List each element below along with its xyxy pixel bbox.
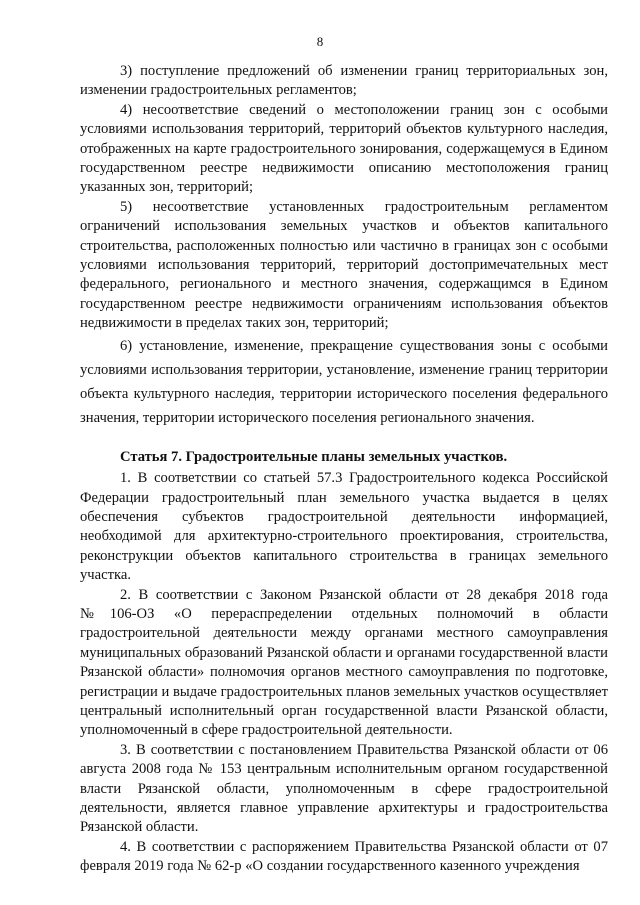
- article-paragraph-3: 3. В соответствии с постановлением Правительства Рязанской области от 06 августа 2008 года № 153 центральным исполнительным органом государственной власти Рязанской области, уполномоченным в сфере градостроительной деятельности, является главное управление архитектуры и градостроительства Рязанской области.: [80, 741, 608, 836]
- document-body: [80, 62, 608, 877]
- page-number: 8: [316, 34, 324, 49]
- paragraph-item-6: 6) установление, изменение, прекращение существования зоны с особыми условиями использования территории, установление, изменение границ территории объекта культурного наследия, территории исторического поселения федерального значения, территории исторического поселения регионального значения.: [80, 337, 608, 426]
- paragraph-item-3: 3) поступление предложений об изменении границ территориальных зон, изменении градостроительных регламентов;: [80, 63, 608, 99]
- article-heading: Статья 7. Градостроительные планы земельных участков.: [120, 448, 508, 465]
- paragraph-item-5: 5) несоответствие установленных градостроительным регламентом ограничений использования земельных участков и объектов капитального строительства, расположенных полностью или частично в границах зон с особыми условиями использования территорий, территорий достопримечательных мест федерального, регионального и местного значения, содержащимся в Едином государственном реестре недвижимости ограничениям использования объектов недвижимости в пределах таких зон, территорий;: [80, 198, 608, 332]
- paragraph-item-4: 4) несоответствие сведений о местоположении границ зон с особыми условиями использования территорий, территорий объектов культурного наследия, отображенных на карте градостроительного зонирования, содержащемуся в Едином государственном реестре недвижимости описанию местоположения границ указанных зон, территорий;: [80, 101, 608, 196]
- article-paragraph-2: 2. В соответствии с Законом Рязанской области от 28 декабря 2018 года №106-ОЗ «О перераспределении отдельных полномочий в области градостроительной деятельности между органами местного самоуправления муниципальных образований Рязанской области и органами государственной власти Рязанской области» полномочия органов местного самоуправления по подготовке, регистрации и выдаче градостроительных планов земельных участков осуществляет центральный исполнительный орган государственной власти Рязанской области, уполномоченный в сфере градостроительной деятельности.: [80, 586, 608, 739]
- article-paragraph-4: 4. В соответствии с распоряжением Правительства Рязанской области от 07 февраля 2019 года № 62-р «О создании государственного казенного учреждения: [80, 838, 608, 875]
- article-paragraph-1: 1. В соответствии со статьей 57.3 Градостроительного кодекса Российской Федерации градостроительный план земельного участка выдается в целях обеспечения субъектов градостроительной деятельности информацией, необходимой для архитектурно-строительного проектирования, строительства, реконструкции объектов капитального строительства в границах земельного участка.: [80, 470, 608, 584]
